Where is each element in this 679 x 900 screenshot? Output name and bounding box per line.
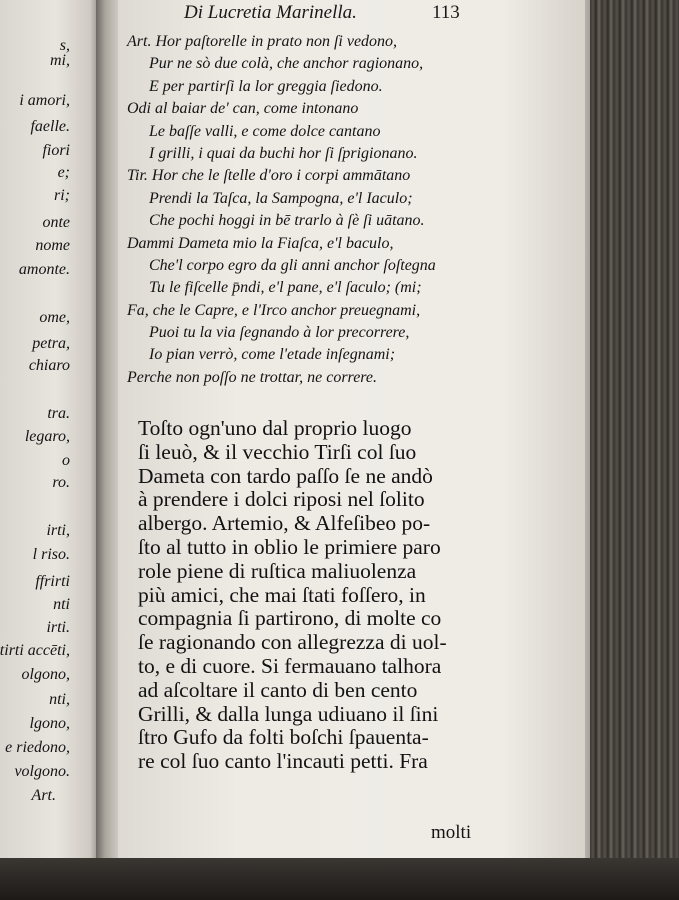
left-fragment: tra.: [47, 405, 70, 422]
verse-line: Tu le fiſcelle p̄ndi, e'l pane, e'l ſaculo; (mi;: [149, 279, 422, 297]
left-fragment: ro.: [52, 474, 70, 491]
left-fragment: o: [62, 452, 70, 469]
left-fragment: l riso.: [32, 546, 70, 563]
prose-line: role piene di ruſtica maliuolenza: [138, 558, 417, 583]
left-fragment: petra,: [32, 335, 70, 352]
left-fragment: lgono,: [29, 715, 70, 732]
left-fragment: mi,: [50, 52, 70, 69]
verse-line: Art. Hor paſtorelle in prato non ſi vedono,: [127, 33, 398, 50]
prose-line: ſtro Gufo da folti boſchi ſpauenta-: [138, 725, 429, 750]
left-fragment: volgono.: [14, 763, 70, 780]
page-number: 113: [432, 2, 460, 23]
left-fragment: fiori: [42, 142, 70, 159]
prose-line: ſto al tutto in oblio le primiere paro: [138, 534, 441, 559]
left-fragment: irti.: [46, 619, 70, 636]
verse-line: Tir. Hor che le ſtelle d'oro i corpi ammātano: [127, 167, 411, 185]
left-fragment: s,: [59, 37, 70, 54]
left-fragment: ri;: [54, 187, 70, 204]
left-fragment: nome: [35, 237, 70, 254]
left-fragment: faelle.: [30, 118, 70, 135]
verse-line: E per partirſi la lor greggia ſiedono.: [149, 77, 383, 95]
left-fragment: irti,: [46, 522, 70, 539]
prose-line: Toſto ogn'uno dal proprio luogo: [138, 416, 412, 440]
left-fragment: Art.: [31, 787, 56, 804]
prose-line: ad aſcoltare il canto di ben cento: [138, 677, 418, 702]
left-fragment: nti: [53, 596, 70, 613]
left-fragment: e;: [57, 164, 70, 181]
prose-line: Grilli, & dalla lunga udiuano il ſini: [138, 701, 439, 726]
left-fragment: olgono,: [21, 666, 70, 683]
left-fragment: i amori,: [19, 92, 70, 109]
verse-line: Pur ne sò due colà, che anchor ragionano,: [149, 55, 424, 73]
left-fragment: ffrirti: [35, 573, 70, 590]
left-fragment: amonte.: [18, 261, 70, 278]
page-header: [118, 2, 598, 30]
verse-line: Che pochi hoggi in bē trarlo à ſè ſi uātano.: [149, 212, 425, 230]
verse-block: [127, 31, 507, 389]
prose-line: compagnia ſi partirono, di molte co: [138, 606, 442, 631]
left-fragment: onte: [42, 214, 70, 231]
running-title: Di Lucretia Marinella.: [184, 2, 357, 23]
verse-line: Le baſſe valli, e come dolce cantano: [149, 122, 381, 140]
left-fragment: ome,: [39, 309, 70, 326]
left-fragment: chiaro: [28, 357, 70, 374]
prose-line: re col ſuo canto l'incauti petti. Fra: [138, 749, 428, 774]
verse-line: I grilli, i quai da buchi hor ſi ſprigionano.: [149, 144, 418, 162]
left-fragment: e riedono,: [5, 739, 70, 756]
prose-line: à prendere i dolci riposi nel ſolito: [138, 487, 425, 512]
verse-line: Io pian verrò, come l'etade inſegnami;: [149, 346, 396, 364]
left-fragment: tirti accēti,: [0, 642, 70, 659]
right-page: [118, 0, 598, 865]
verse-line: Che'l corpo egro da gli anni anchor ſoſtegna: [149, 256, 436, 274]
bottom-shadow: [0, 858, 679, 900]
left-fragment: legaro,: [24, 428, 70, 445]
prose-line: più amici, che mai ſtati foſſero, in: [138, 582, 426, 607]
prose-paragraph: [138, 417, 518, 774]
verse-line: Fa, che le Capre, e l'Irco anchor preuegnami,: [127, 301, 421, 319]
prose-line: ſe ragionando con allegrezza di uol-: [138, 630, 447, 655]
left-page-fragment: [0, 0, 100, 860]
verse-line: Dammi Dameta mio la Fiaſca, e'l baculo,: [127, 234, 394, 252]
prose-line: albergo. Artemio, & Alfeſibeo po-: [138, 511, 431, 536]
verse-line: Perche non poſſo ne trottar, ne correre.: [127, 368, 378, 386]
prose-line: Dameta con tardo paſſo ſe ne andò: [138, 463, 433, 488]
book-page-edges: [590, 0, 679, 880]
left-fragment: nti,: [49, 691, 70, 708]
verse-line: Odi al baiar de' can, come intonano: [127, 100, 359, 118]
verse-line: Puoi tu la via ſegnando à lor precorrere,: [149, 324, 410, 342]
prose-line: ſi leuò, & il vecchio Tirſi col ſuo: [138, 439, 417, 464]
verse-line: Prendi la Taſca, la Sampogna, e'l Iaculo;: [149, 189, 413, 207]
prose-line: to, e di cuore. Si fermauano talhora: [138, 653, 442, 678]
catchword: molti: [431, 822, 472, 843]
